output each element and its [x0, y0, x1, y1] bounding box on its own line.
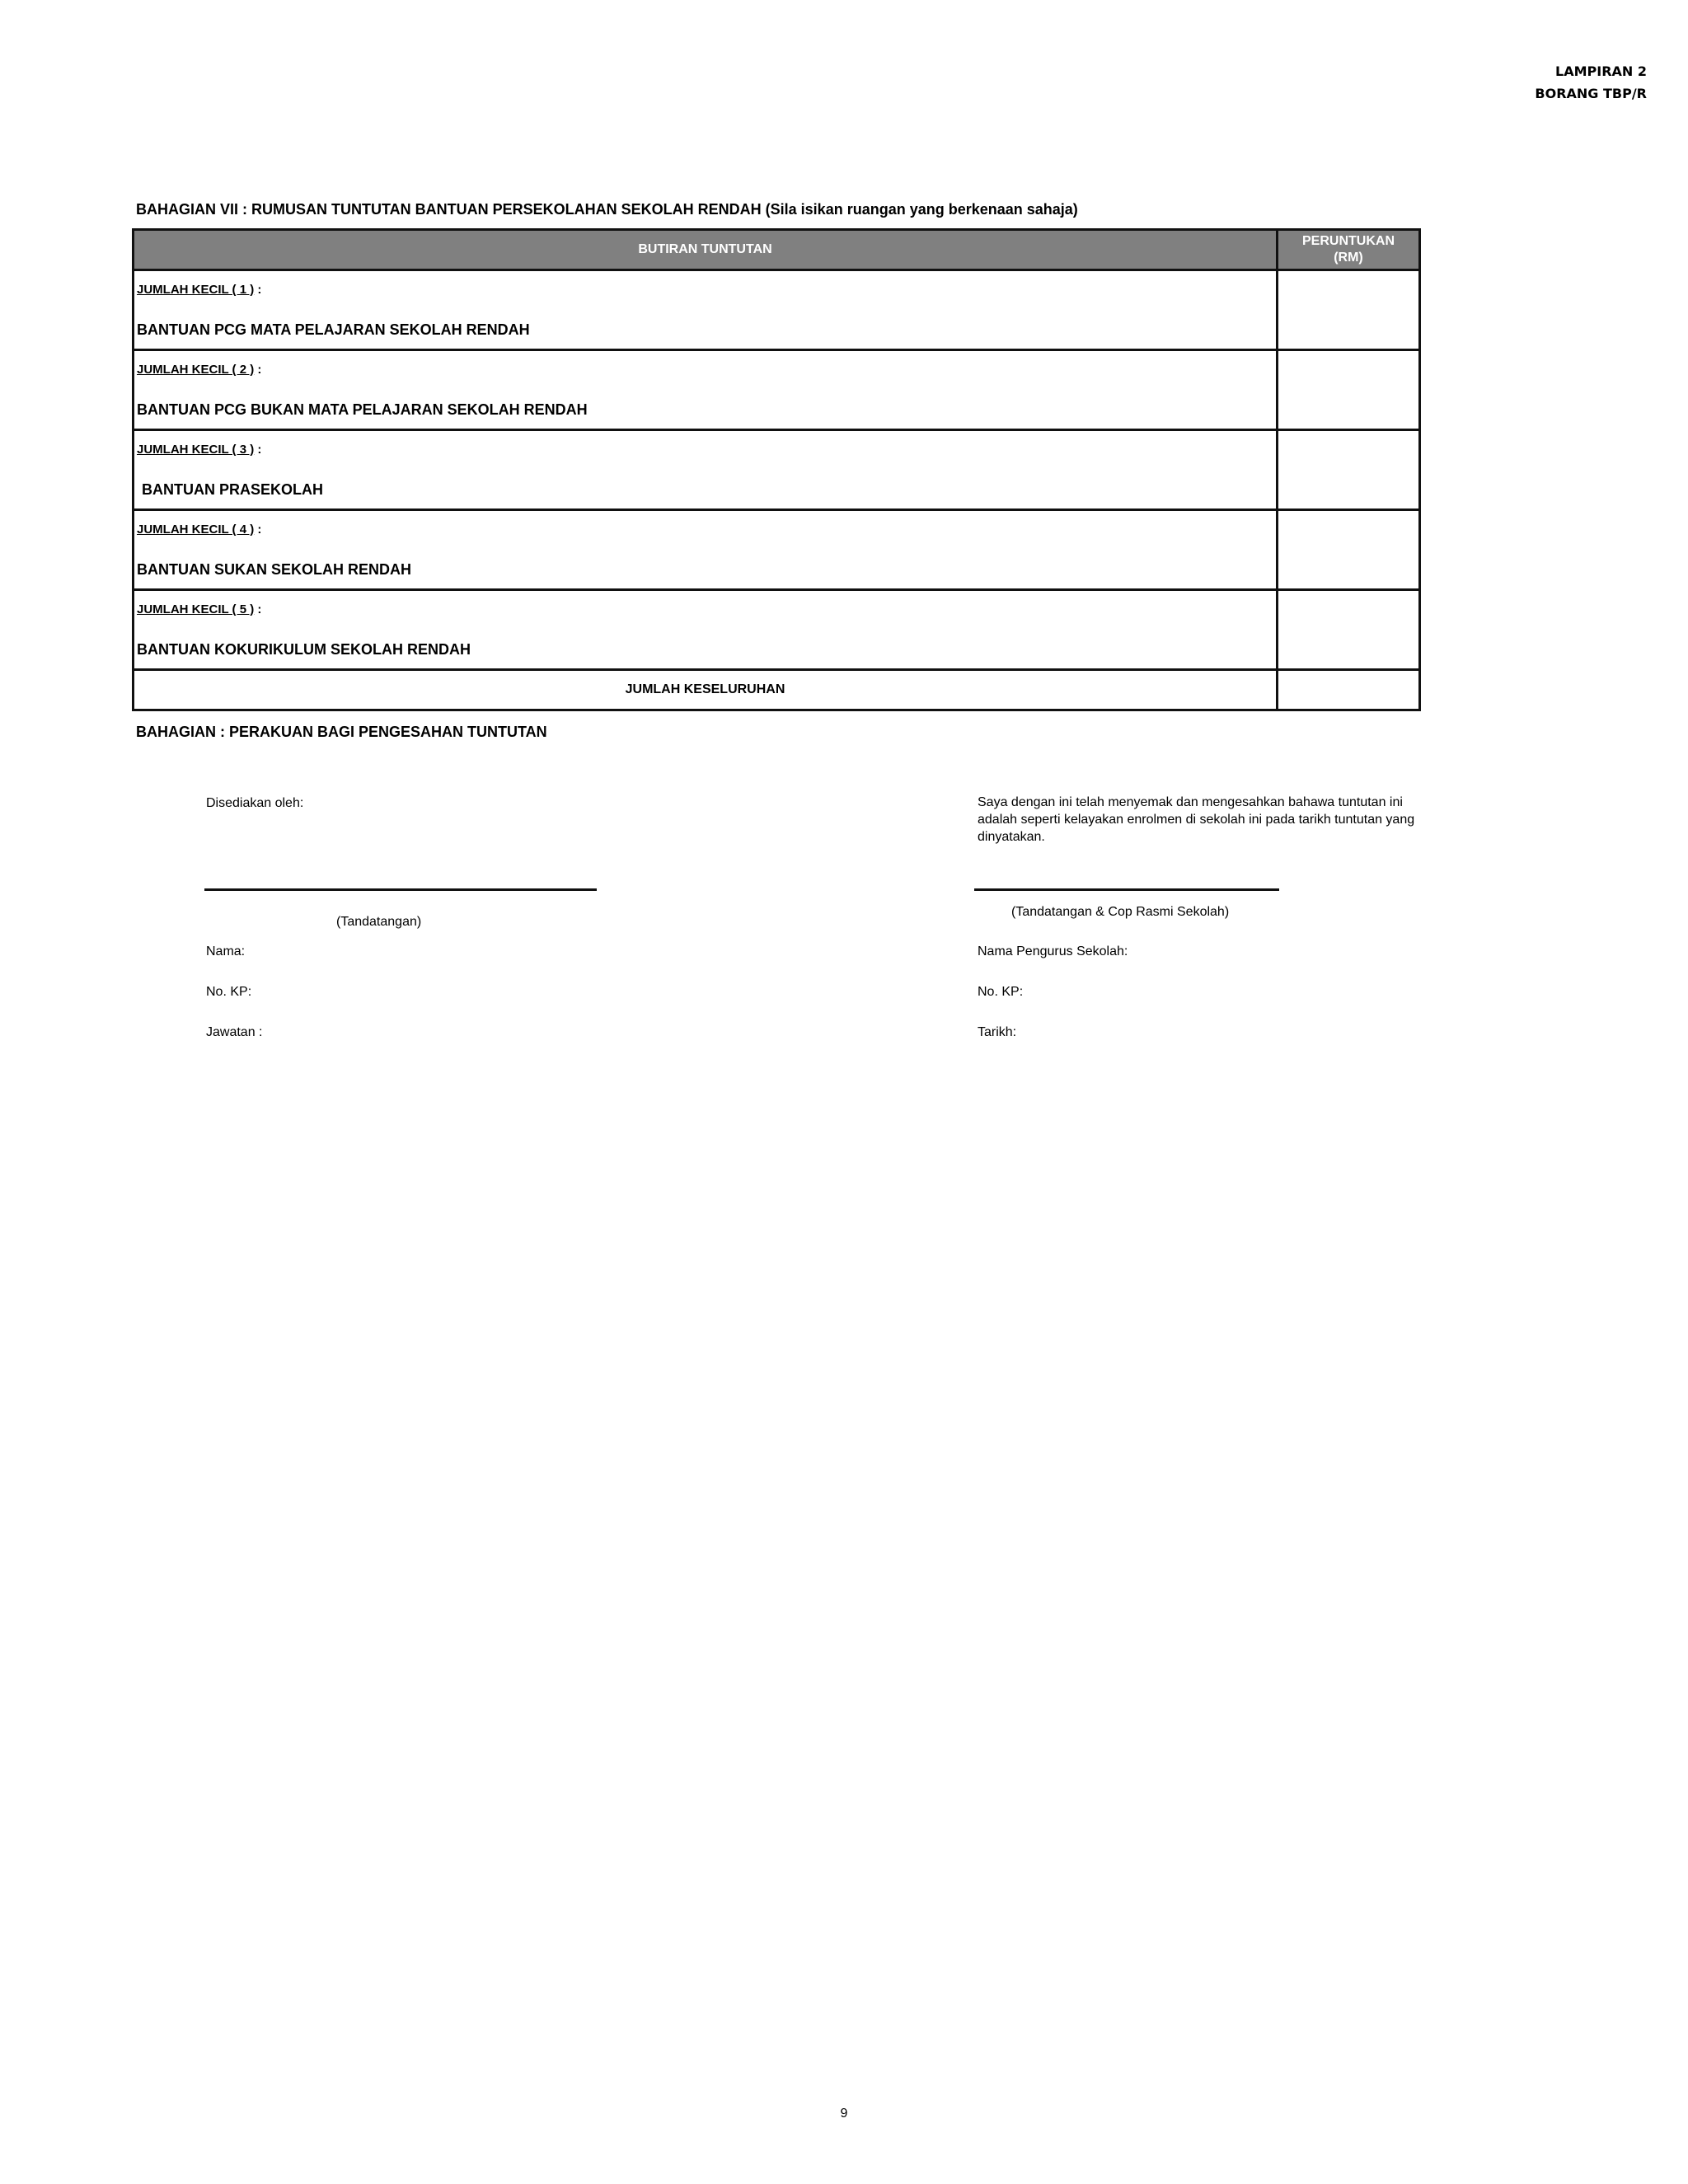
form-code: BORANG TBP/R	[1535, 86, 1647, 101]
annex-label: LAMPIRAN 2	[1555, 63, 1647, 79]
amount-cell[interactable]	[1278, 430, 1420, 510]
amount-cell[interactable]	[1278, 510, 1420, 590]
amount-header-line2: (RM)	[1334, 251, 1363, 265]
claim-item-title: BANTUAN PCG MATA PELAJARAN SEKOLAH RENDAH	[137, 321, 530, 338]
manager-signature-line[interactable]	[974, 888, 1279, 891]
section-title: BAHAGIAN VII : RUMUSAN TUNTUTAN BANTUAN PERSEKOLAHAN SEKOLAH RENDAH (Sila isikan ruangan yang berkenaan sahaja)	[136, 201, 1078, 218]
certification-declaration: Saya dengan ini telah menyemak dan mengesahkan bahawa tuntutan ini adalah seperti kelayakan enrolmen di sekolah ini pada tarikh tuntutan yang dinyatakan.	[978, 795, 1415, 844]
total-row	[134, 670, 1420, 710]
preparer-signature-caption: (Tandatangan)	[336, 915, 422, 929]
column-header-item: BUTIRAN TUNTUTAN	[134, 230, 1278, 270]
page-number: 9	[840, 2107, 848, 2121]
grand-total-label: JUMLAH KESELURUHAN	[134, 670, 1278, 710]
claim-item-title: BANTUAN SUKAN SEKOLAH RENDAH	[137, 561, 411, 578]
form-reference	[1535, 60, 1647, 105]
preparer-name-label: Nama:	[206, 944, 246, 958]
claim-item-title: BANTUAN PRASEKOLAH	[142, 481, 323, 498]
subtotal-label: JUMLAH KECIL ( 1 ) :	[137, 283, 262, 297]
claim-item-cell	[134, 510, 1278, 590]
preparer-ic-label: No. KP:	[206, 985, 252, 999]
certification-title: BAHAGIAN : PERAKUAN BAGI PENGESAHAN TUNTUTAN	[136, 724, 547, 740]
subtotal-label: JUMLAH KECIL ( 3 ) :	[137, 443, 262, 457]
amount-cell[interactable]	[1278, 590, 1420, 670]
amount-cell[interactable]	[1278, 350, 1420, 430]
table-header-row	[134, 230, 1420, 270]
claim-item-title: BANTUAN PCG BUKAN MATA PELAJARAN SEKOLAH RENDAH	[137, 401, 588, 418]
manager-ic-label: No. KP:	[978, 985, 1024, 999]
preparer-signature-line[interactable]	[204, 888, 597, 891]
table-row	[134, 350, 1420, 430]
amount-header-line1: PERUNTUKAN	[1302, 234, 1395, 248]
manager-signature-caption: (Tandatangan & Cop Rasmi Sekolah)	[1011, 905, 1230, 919]
subtotal-label: JUMLAH KECIL ( 2 ) :	[137, 363, 262, 377]
subtotal-label: JUMLAH KECIL ( 4 ) :	[137, 523, 262, 537]
claims-summary-table	[132, 228, 1421, 711]
claim-item-cell	[134, 590, 1278, 670]
amount-cell[interactable]	[1278, 270, 1420, 350]
preparer-position-label: Jawatan :	[206, 1025, 263, 1039]
prepared-by-label: Disediakan oleh:	[206, 796, 304, 810]
subtotal-label: JUMLAH KECIL ( 5 ) :	[137, 602, 262, 616]
table-row	[134, 510, 1420, 590]
table-row	[134, 430, 1420, 510]
claim-item-cell	[134, 350, 1278, 430]
claim-item-title: BANTUAN KOKURIKULUM SEKOLAH RENDAH	[137, 641, 471, 658]
table-row	[134, 590, 1420, 670]
column-header-amount	[1278, 230, 1420, 270]
grand-total-amount-cell[interactable]	[1278, 670, 1420, 710]
claim-item-cell	[134, 270, 1278, 350]
manager-name-label: Nama Pengurus Sekolah:	[978, 944, 1128, 958]
claim-item-cell	[134, 430, 1278, 510]
table-row	[134, 270, 1420, 350]
date-label: Tarikh:	[978, 1025, 1017, 1039]
